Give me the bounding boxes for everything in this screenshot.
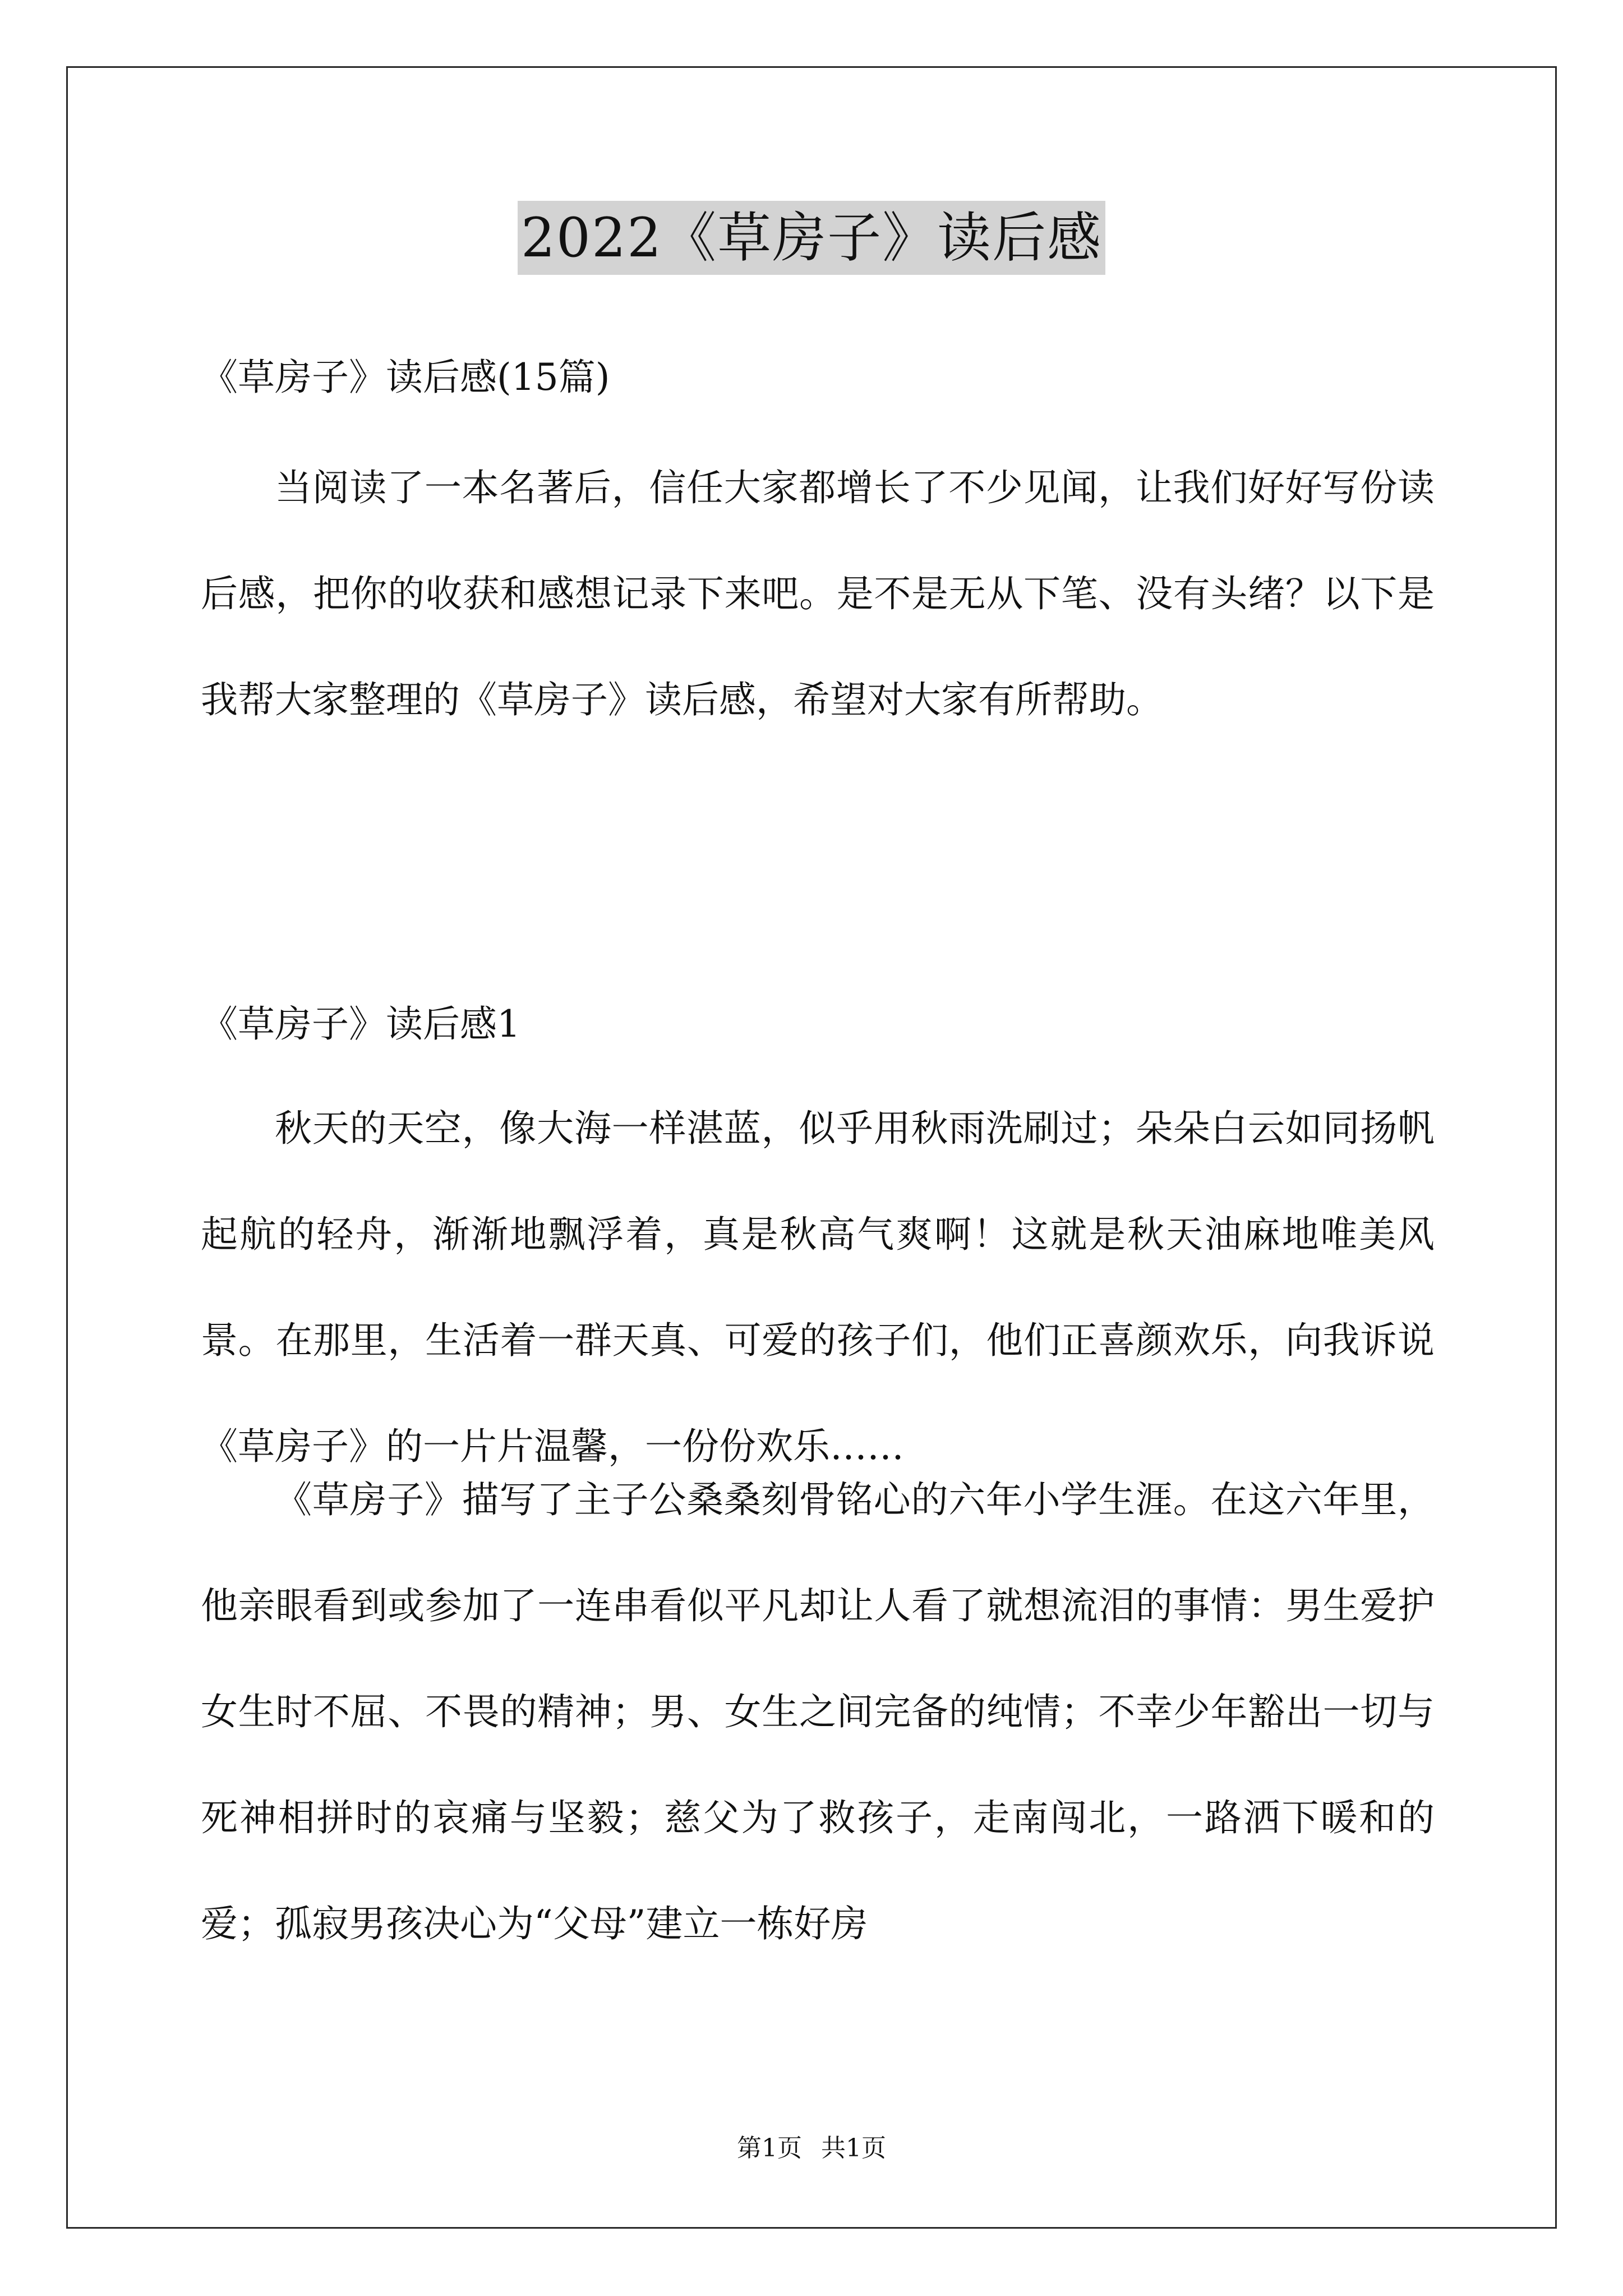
document-subtitle: 《草房子》读后感(15篇) [201,356,610,399]
intro-paragraph: 当阅读了一本名著后，信任大家都增长了不少见闻，让我们好好写份读后感，把你的收获和感想记录下来吧。是不是无从下笔、没有头绪？以下是我帮大家整理的《草房子》读后感，希望对大家有所帮助。 [201,466,1435,721]
title-container [0,201,1623,275]
section-heading: 《草房子》读后感1 [201,1002,520,1046]
page-total: 共1页 [821,2134,886,2162]
page-number: 第1页 [737,2134,802,2162]
document-title: 2022《草房子》读后感 [518,201,1105,275]
page-footer [0,2134,1623,2162]
body-paragraph-1: 秋天的天空，像大海一样湛蓝，似乎用秋雨洗刷过；朵朵白云如同扬帆起航的轻舟，渐渐地飘浮着，真是秋高气爽啊！这就是秋天油麻地唯美风景。在那里，生活着一群天真、可爱的孩子们，他们正喜颜欢乐，向我诉说《草房子》的一片片温馨，一份份欢乐…… [201,1107,1435,1468]
body-paragraph-2: 《草房子》描写了主子公桑桑刻骨铭心的六年小学生涯。在这六年里，他亲眼看到或参加了一连串看似平凡却让人看了就想流泪的事情：男生爱护女生时不屈、不畏的精神；男、女生之间完备的纯情；不幸少年豁出一切与死神相拼时的哀痛与坚毅；慈父为了救孩子，走南闯北，一路洒下暖和的爱；孤寂男孩决心为“父母”建立一栋好房 [201,1478,1435,1945]
